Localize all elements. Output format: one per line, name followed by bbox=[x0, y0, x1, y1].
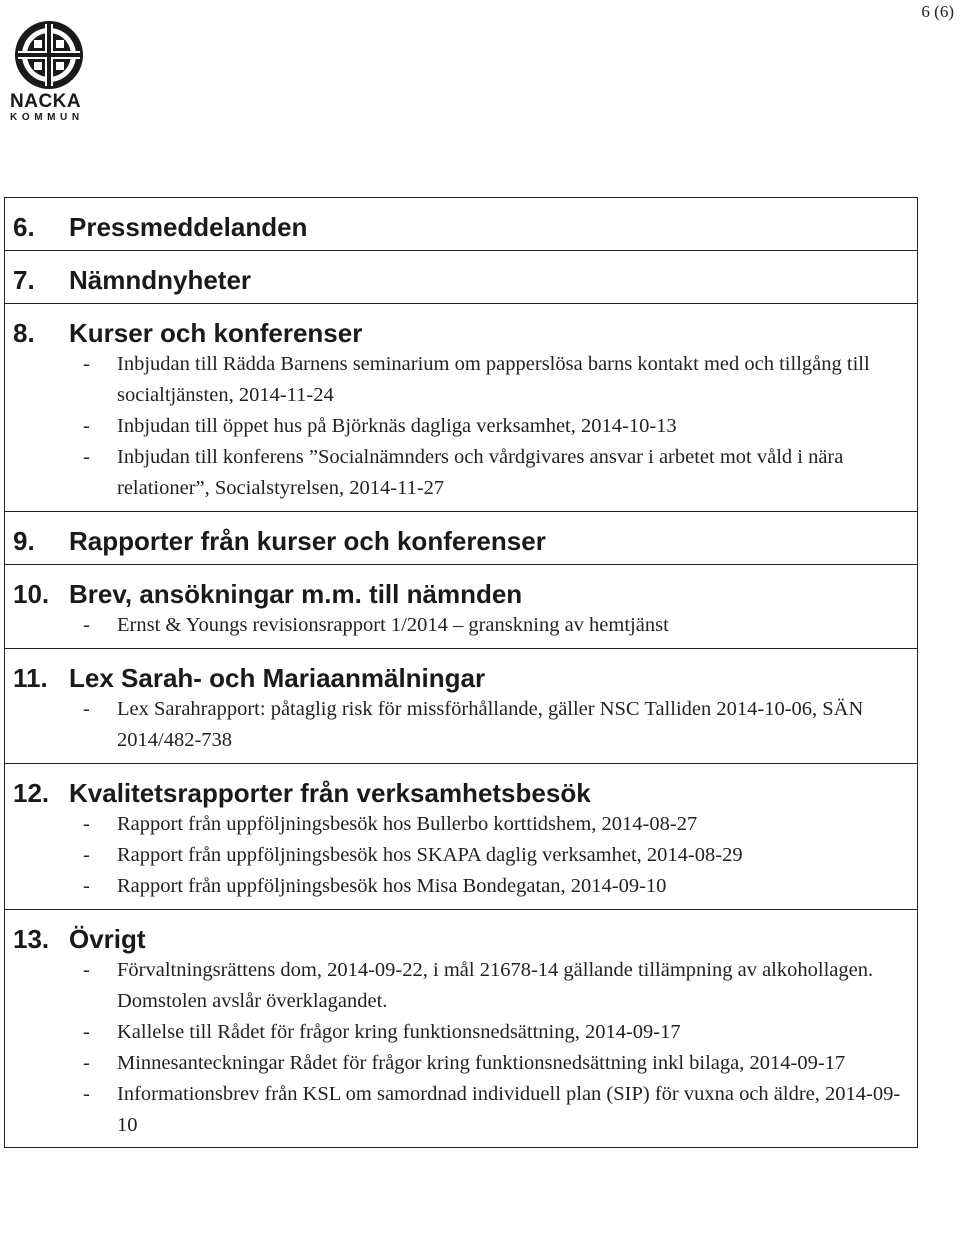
agenda-item-heading bbox=[5, 212, 917, 243]
agenda-item-title: Rapporter från kurser och konferenser bbox=[69, 526, 546, 556]
bullet-dash: - bbox=[83, 353, 90, 375]
agenda-item-number: 13. bbox=[13, 924, 50, 954]
bullet-text: Inbjudan till konferens ”Socialnämnders och vårdgivares ansvar i arbetet mot våld i nära relationer”, Socialstyrelsen, 2014-11-27 bbox=[117, 446, 844, 499]
bullet-dash: - bbox=[83, 1052, 90, 1074]
agenda-item-number: 7. bbox=[13, 265, 35, 295]
logo-name: NACKA bbox=[10, 91, 82, 112]
agenda-item bbox=[5, 565, 917, 649]
agenda-item-heading bbox=[5, 318, 917, 349]
agenda-item bbox=[5, 910, 917, 1148]
agenda-item-number: 9. bbox=[13, 526, 35, 556]
bullet-dash: - bbox=[83, 614, 90, 636]
agenda-item-heading bbox=[5, 924, 917, 955]
agenda-item-number: 10. bbox=[13, 579, 50, 609]
agenda-item-number: 12. bbox=[13, 778, 50, 808]
bullet-dash: - bbox=[83, 1083, 90, 1105]
agenda-item-heading bbox=[5, 663, 917, 694]
agenda-item-heading bbox=[5, 778, 917, 809]
bullet-text: Rapport från uppföljningsbesök hos SKAPA daglig verksamhet, 2014-08-29 bbox=[117, 844, 743, 866]
bullet-dash: - bbox=[83, 844, 90, 866]
agenda-item bbox=[5, 512, 917, 565]
bullet-item bbox=[5, 610, 917, 641]
agenda-item-heading bbox=[5, 526, 917, 557]
bullet-text: Minnesanteckningar Rådet för frågor kring funktionsnedsättning inkl bilaga, 2014-09-17 bbox=[117, 1052, 846, 1074]
bullet-dash: - bbox=[83, 875, 90, 897]
agenda-item-title: Övrigt bbox=[69, 924, 146, 954]
bullet-dash: - bbox=[83, 446, 90, 468]
bullet-item bbox=[5, 955, 917, 1017]
bullet-dash: - bbox=[83, 1021, 90, 1043]
agenda-item-bullet-list bbox=[5, 610, 917, 641]
bullet-text: Inbjudan till öppet hus på Björknäs dagliga verksamhet, 2014-10-13 bbox=[117, 415, 677, 437]
agenda-item-title: Lex Sarah- och Mariaanmälningar bbox=[69, 663, 486, 693]
agenda-item-title: Brev, ansökningar m.m. till nämnden bbox=[69, 579, 523, 609]
nacka-kommun-logo bbox=[10, 20, 86, 123]
bullet-item bbox=[5, 442, 917, 504]
bullet-item bbox=[5, 1048, 917, 1079]
bullet-text: Förvaltningsrättens dom, 2014-09-22, i mål 21678-14 gällande tillämpning av alkohollagen. Domstolen avslår överklagandet. bbox=[117, 959, 874, 1012]
municipal-seal-icon bbox=[14, 20, 84, 90]
agenda-item bbox=[5, 251, 917, 304]
bullet-text: Kallelse till Rådet för frågor kring funktionsnedsättning, 2014-09-17 bbox=[117, 1021, 681, 1043]
agenda-table bbox=[4, 197, 918, 1148]
agenda-item bbox=[5, 649, 917, 764]
bullet-text: Lex Sarahrapport: påtaglig risk för missförhållande, gäller NSC Talliden 2014-10-06, SÄN 2014/482-738 bbox=[117, 698, 864, 751]
agenda-item-heading bbox=[5, 265, 917, 296]
agenda-item-number: 8. bbox=[13, 318, 35, 348]
bullet-item bbox=[5, 1079, 917, 1141]
agenda-item bbox=[5, 304, 917, 512]
bullet-text: Rapport från uppföljningsbesök hos Bullerbo korttidshem, 2014-08-27 bbox=[117, 813, 698, 835]
bullet-dash: - bbox=[83, 959, 90, 981]
agenda-item-title: Kvalitetsrapporter från verksamhetsbesök bbox=[69, 778, 591, 808]
agenda-item-number: 6. bbox=[13, 212, 35, 242]
bullet-item bbox=[5, 694, 917, 756]
bullet-text: Rapport från uppföljningsbesök hos Misa Bondegatan, 2014-09-10 bbox=[117, 875, 667, 897]
bullet-item bbox=[5, 871, 917, 902]
bullet-item bbox=[5, 411, 917, 442]
agenda-item-number: 11. bbox=[13, 663, 48, 693]
bullet-item bbox=[5, 349, 917, 411]
agenda-item bbox=[5, 198, 917, 251]
bullet-item bbox=[5, 1017, 917, 1048]
agenda-item-bullet-list bbox=[5, 694, 917, 756]
agenda-item-bullet-list bbox=[5, 955, 917, 1141]
bullet-item bbox=[5, 809, 917, 840]
agenda-item-title: Kurser och konferenser bbox=[69, 318, 363, 348]
agenda-item-bullet-list bbox=[5, 809, 917, 902]
bullet-text: Ernst & Youngs revisionsrapport 1/2014 – granskning av hemtjänst bbox=[117, 614, 669, 636]
page-number: 6 (6) bbox=[921, 2, 954, 21]
agenda-item-bullet-list bbox=[5, 349, 917, 504]
agenda-item-title: Pressmeddelanden bbox=[69, 212, 308, 242]
agenda-item bbox=[5, 764, 917, 910]
bullet-dash: - bbox=[83, 415, 90, 437]
bullet-text: Informationsbrev från KSL om samordnad individuell plan (SIP) för vuxna och äldre, 2014-09-10 bbox=[117, 1083, 901, 1136]
bullet-text: Inbjudan till Rädda Barnens seminarium om papperslösa barns kontakt med och tillgång till socialtjänsten, 2014-11-24 bbox=[117, 353, 870, 406]
agenda-item-heading bbox=[5, 579, 917, 610]
agenda-item-title: Nämndnyheter bbox=[69, 265, 252, 295]
bullet-dash: - bbox=[83, 698, 90, 720]
logo-subtitle: KOMMUN bbox=[10, 112, 84, 123]
bullet-dash: - bbox=[83, 813, 90, 835]
bullet-item bbox=[5, 840, 917, 871]
